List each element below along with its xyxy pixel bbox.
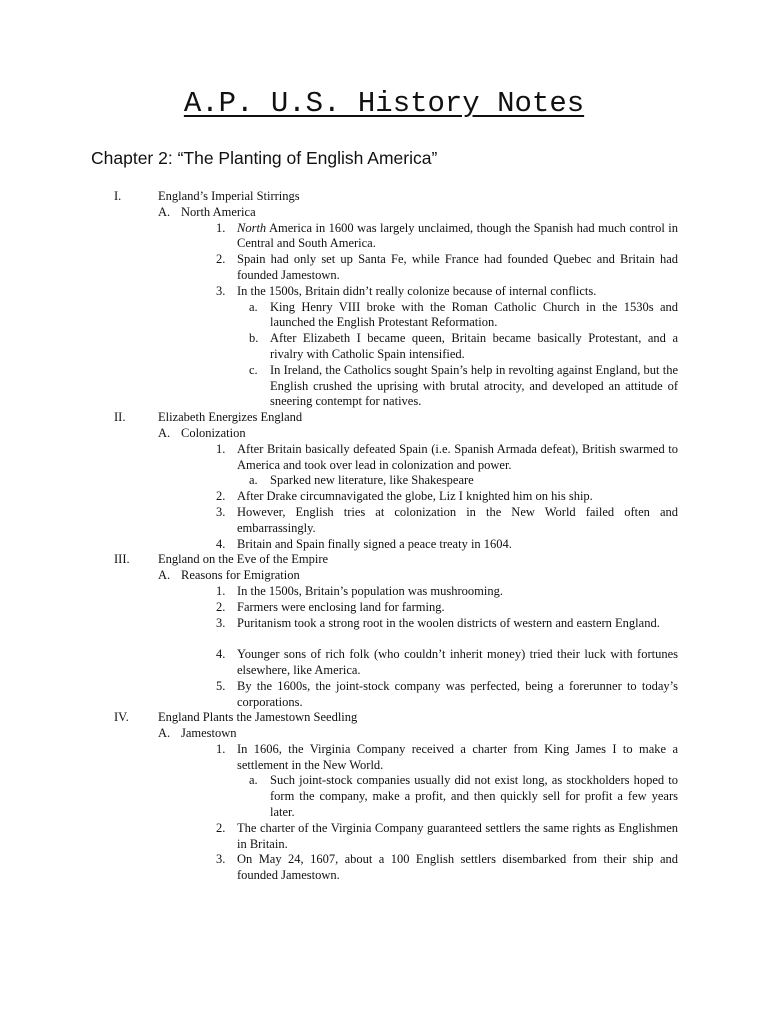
list-item — [0, 283, 597, 300]
list-item — [0, 852, 678, 884]
list-subitem — [0, 773, 768, 820]
section-heading — [0, 552, 768, 568]
outline-text: The charter of the Virginia Company guaranteed settlers the same rights as Englishmen in Britain. — [237, 820, 678, 851]
outline-text: Such joint-stock companies usually did not exist long, as stockholders hoped to form the company, make a profit, and then quickly sell for profit a few years later. — [270, 773, 678, 820]
list-subitem — [0, 331, 768, 363]
outline-text: Spain had only set up Santa Fe, while France had founded Quebec and Britain had founded Jamestown. — [237, 252, 678, 282]
list-item — [0, 678, 678, 711]
outline-marker: I. — [114, 189, 122, 203]
outline-marker: a. — [249, 773, 258, 788]
outline-marker: 2. — [216, 252, 226, 267]
outline-text: Younger sons of rich folk (who couldn’t inherit money) tried their luck with fortunes elsewhere, like America. — [237, 647, 678, 677]
outline-text: In the 1500s, Britain didn’t really colonize because of internal conflicts. — [237, 283, 597, 298]
outline-text: England’s Imperial Stirrings — [158, 189, 300, 203]
outline-marker: 1. — [216, 741, 226, 756]
outline-marker: 4. — [216, 536, 226, 551]
outline-text: In 1606, the Virginia Company received a charter from King James I to make a settlement in the New World. — [237, 741, 678, 772]
outline-text: However, English tries at colonization in the New World failed often and embarrassingly. — [237, 504, 678, 535]
outline-marker: a. — [249, 473, 258, 488]
outline-marker: a. — [249, 299, 258, 314]
subsection-heading — [0, 205, 768, 221]
section-heading — [0, 710, 768, 726]
outline-text-rest: America in 1600 was largely unclaimed, though the Spanish had much control in Central and South America. — [237, 220, 678, 251]
outline-text — [237, 221, 678, 253]
outline-text: Puritanism took a strong root in the woolen districts of western and eastern England. — [237, 615, 660, 630]
outline-marker: A. — [158, 726, 171, 741]
outline-marker: A. — [158, 204, 171, 219]
outline-marker: b. — [249, 331, 259, 346]
chapter-heading: Chapter 2: “The Planting of English America” — [91, 148, 438, 168]
list-item — [0, 741, 678, 774]
outline-marker: II. — [114, 410, 126, 425]
outline-text: King Henry VIII broke with the Roman Catholic Church in the 1530s and launched the English Protestant Reformation. — [270, 299, 678, 330]
outline-text: Elizabeth Energizes England — [158, 410, 303, 425]
list-item — [0, 441, 678, 474]
list-item — [0, 820, 678, 853]
outline-text: In the 1500s, Britain’s population was mushrooming. — [237, 583, 503, 598]
outline-marker: IV. — [114, 710, 129, 725]
outline-marker: 5. — [216, 678, 226, 693]
outline-marker: A. — [158, 425, 171, 440]
outline-marker: 2. — [216, 489, 226, 504]
outline-text: Farmers were enclosing land for farming. — [237, 599, 445, 614]
outline-text: On May 24, 1607, about a 100 English settlers disembarked from their ship and founded Jamestown. — [237, 852, 678, 883]
outline-text: Reasons for Emigration — [181, 568, 300, 583]
outline-text: After Britain basically defeated Spain (i.e. Spanish Armada defeat), British swarmed to America and took over lead in colonization and power. — [237, 441, 678, 472]
outline-marker: 3. — [216, 852, 226, 867]
list-item — [0, 489, 593, 505]
outline-text: Sparked new literature, like Shakespeare — [270, 473, 474, 488]
list-subitem — [0, 473, 768, 489]
outline-marker: III. — [114, 552, 130, 567]
outline-marker: 4. — [216, 647, 226, 662]
outline-marker: 3. — [216, 283, 226, 298]
outline-text: Britain and Spain finally signed a peace treaty in 1604. — [237, 536, 512, 551]
outline-marker: A. — [158, 568, 171, 583]
list-subitem — [0, 300, 768, 332]
subsection-heading — [0, 568, 768, 584]
outline-text: North America — [181, 204, 256, 219]
page-title: A.P. U.S. History Notes — [183, 87, 585, 120]
list-item — [0, 252, 678, 284]
list-item — [0, 583, 503, 600]
subsection-heading — [0, 726, 768, 742]
outline-text: By the 1600s, the joint-stock company was perfected, being a forerunner to today’s corporations. — [237, 678, 678, 709]
list-item — [0, 220, 678, 253]
outline-text: Colonization — [181, 425, 246, 440]
outline-text: After Drake circumnavigated the globe, Liz I knighted him on his ship. — [237, 489, 593, 504]
outline-text: In Ireland, the Catholics sought Spain’s help in revolting against England, but the English crushed the uprising with brutal atrocity, and developed an attitude of sneering contempt for natives. — [270, 362, 678, 409]
list-item — [0, 647, 678, 679]
outline-marker: 3. — [216, 504, 226, 519]
list-subitem — [0, 363, 768, 410]
outline-marker: 1. — [216, 583, 226, 598]
outline-marker: 1. — [216, 220, 226, 235]
outline-marker: 2. — [216, 820, 226, 835]
outline-text: England Plants the Jamestown Seedling — [158, 710, 358, 725]
section-heading — [0, 189, 768, 205]
section-heading — [0, 410, 768, 426]
outline-marker: 3. — [216, 615, 226, 630]
outline-marker: 1. — [216, 441, 226, 456]
outline-text: Jamestown — [181, 726, 237, 741]
subsection-heading — [0, 426, 768, 442]
outline — [0, 189, 768, 884]
list-item — [0, 615, 660, 648]
outline-text: England on the Eve of the Empire — [158, 552, 329, 567]
list-item — [0, 600, 470, 616]
outline-text: After Elizabeth I became queen, Britain became basically Protestant, and a rivalry with Catholic Spain intensified. — [270, 331, 678, 361]
outline-marker: 2. — [216, 599, 226, 614]
outline-marker: c. — [249, 362, 258, 377]
list-item — [0, 504, 678, 537]
list-item — [0, 536, 512, 553]
emphasis-text: North — [237, 220, 267, 235]
